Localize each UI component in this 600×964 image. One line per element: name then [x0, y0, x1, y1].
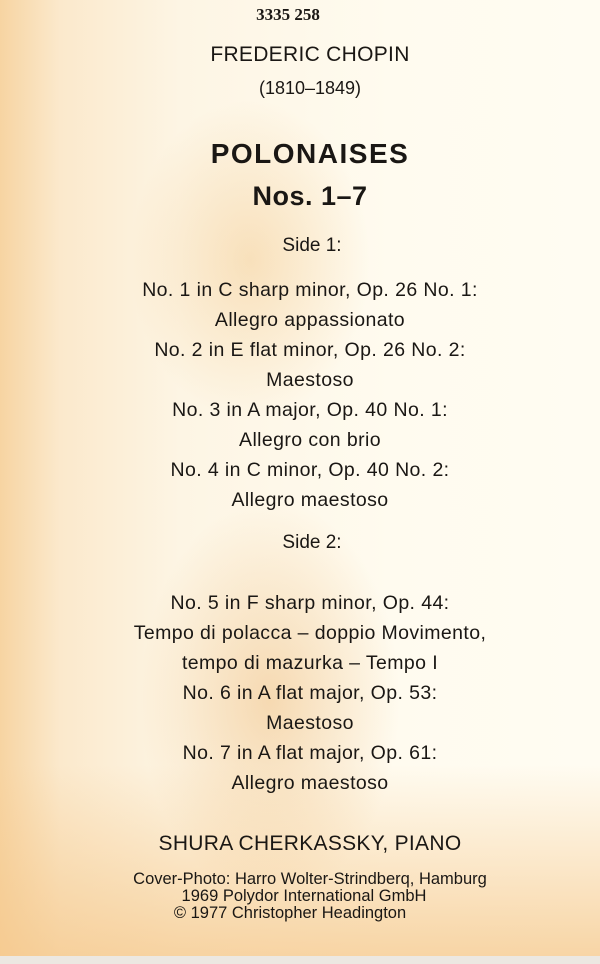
- performer-credit: SHURA CHERKASSKY, PIANO: [158, 832, 462, 855]
- composer-dates: (1810–1849): [258, 78, 362, 98]
- album-subtitle: Nos. 1–7: [252, 181, 368, 211]
- track-line: Allegro con brio: [239, 429, 381, 451]
- track-line: Tempo di polacca – doppio Movimento,: [133, 622, 487, 644]
- track-line: Maestoso: [266, 369, 354, 391]
- label-credit: 1969 Polydor International GmbH: [181, 887, 427, 905]
- scan-bottom-edge: [0, 956, 600, 964]
- track-line: No. 4 in C minor, Op. 40 No. 2:: [170, 459, 450, 481]
- track-line: No. 6 in A flat major, Op. 53:: [182, 682, 438, 704]
- album-title: POLONAISES: [210, 138, 410, 169]
- track-line: No. 2 in E flat minor, Op. 26 No. 2:: [154, 339, 466, 361]
- composer-name: FREDERIC CHOPIN: [210, 43, 410, 66]
- track-line: Maestoso: [266, 712, 354, 734]
- track-line: No. 5 in F sharp minor, Op. 44:: [170, 592, 450, 614]
- cover-photo-credit: Cover-Photo: Harro Wolter-Strindberq, Hamburg: [133, 870, 487, 888]
- track-line: Allegro appassionato: [214, 309, 406, 331]
- track-line: Allegro maestoso: [231, 489, 389, 511]
- track-line: No. 7 in A flat major, Op. 61:: [182, 742, 438, 764]
- track-line: No. 3 in A major, Op. 40 No. 1:: [172, 399, 448, 421]
- track-line: No. 1 in C sharp minor, Op. 26 No. 1:: [142, 279, 478, 301]
- copyright-credit: © 1977 Christopher Headington: [173, 904, 407, 922]
- track-line: Allegro maestoso: [231, 772, 389, 794]
- track-line: tempo di mazurka – Tempo I: [181, 652, 439, 674]
- catalog-number: 3335 258: [256, 5, 320, 24]
- side-2-label: Side 2:: [282, 532, 342, 553]
- side-1-label: Side 1:: [282, 235, 342, 256]
